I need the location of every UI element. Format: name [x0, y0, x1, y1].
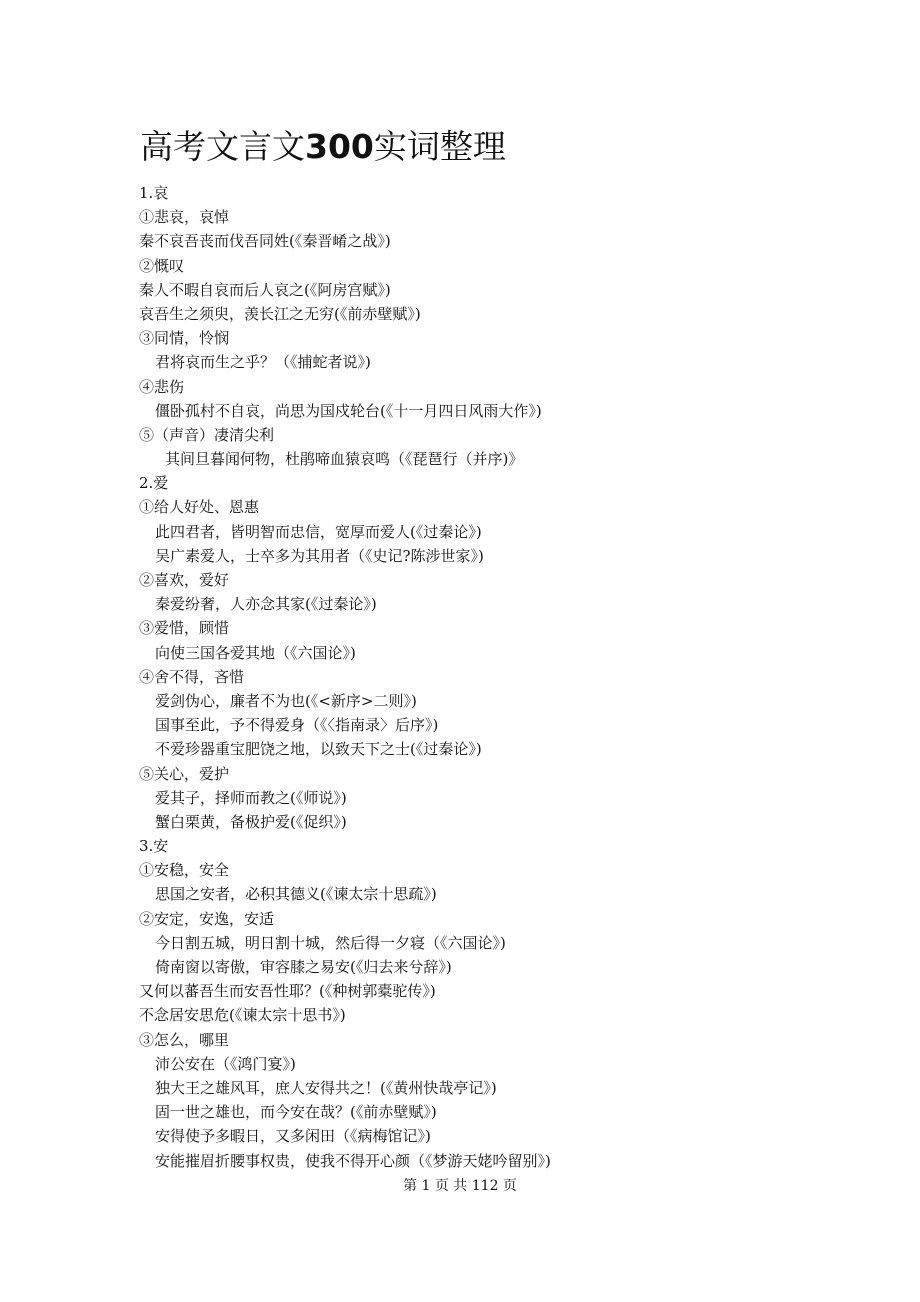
title-text-post: 实词整理 [373, 127, 506, 166]
text-line: 蟹白栗黄，备极护爱(《促织》) [155, 812, 347, 831]
text-line: ④舍不得，吝惜 [139, 667, 245, 686]
text-line: ⑤关心，爱护 [139, 764, 230, 783]
text-line: 爱其子，择师而教之(《师说》) [155, 788, 347, 807]
text-line: ③同情，怜悯 [139, 329, 230, 348]
text-line: ⑤（声音）凄清尖利 [139, 425, 275, 444]
text-line: ②安定，安逸，安适 [139, 909, 275, 928]
text-line: 其间旦暮闻何物，杜鹃啼血猿哀鸣（《琵琶行（并序)》 [165, 450, 524, 469]
text-line: 今日割五城，明日割十城，然后得一夕寝（《六国论》) [155, 933, 506, 952]
text-line: ①安稳，安全 [139, 861, 230, 880]
text-line: ④悲伤 [139, 377, 185, 396]
text-line: 秦人不暇自哀而后人哀之(《阿房宫赋》) [139, 280, 391, 299]
text-line: 不念居安思危(《谏太宗十思书》) [139, 1006, 346, 1025]
text-line: 僵卧孤村不自哀，尚思为国戍轮台(《十一月四日风雨大作》) [155, 401, 542, 420]
text-line: 安得使予多暇日，又多闲田（《病梅馆记》) [155, 1127, 431, 1146]
text-line: 固一世之雄也，而今安在哉？(《前赤壁赋》) [155, 1103, 437, 1122]
text-line: ②喜欢，爱好 [139, 571, 230, 589]
text-line: 不爱珍器重宝肥饶之地，以致天下之士(《过秦论》) [155, 740, 482, 759]
text-line: 此四君者，皆明智而忠信，宽厚而爱人(《过秦论》) [155, 522, 482, 541]
text-line: 安能摧眉折腰事权贵，使我不得开心颜（《梦游天姥吟留别》) [155, 1151, 551, 1170]
text-line: ①悲哀，哀悼 [139, 208, 230, 227]
page-title [140, 126, 506, 168]
text-line: 爱剑伪心，廉者不为也(《<新序>二则》) [155, 691, 417, 710]
page-footer: 第 1 页 共 112 页 [403, 1178, 517, 1194]
text-line: ③怎么，哪里 [139, 1030, 230, 1049]
text-line: 3.安 [139, 837, 169, 856]
text-line: 向使三国各爱其地（《六国论》) [155, 643, 356, 662]
document-body [139, 181, 799, 1173]
text-line: 国事至此，予不得爱身（《〈指南录〉后序》) [155, 716, 439, 735]
text-line: 倚南窗以寄傲，审容膝之易安(《归去来兮辞》) [155, 958, 452, 976]
text-line: ②慨叹 [139, 256, 185, 275]
text-line: 秦不哀吾丧而伐吾同姓(《秦晋崤之战》) [139, 232, 391, 251]
text-line: 吴广素爱人，士卒多为其用者（《史记?陈涉世家》) [155, 546, 484, 565]
text-line: 哀吾生之须臾，羡长江之无穷(《前赤壁赋》) [139, 304, 421, 323]
text-line: 独大王之雄风耳，庶人安得共之！(《黄州快哉亭记》) [155, 1078, 497, 1097]
text-line: ③爱惜，顾惜 [139, 619, 230, 638]
text-line: 2.爱 [139, 474, 169, 493]
text-line: 1.哀 [139, 184, 169, 202]
text-line: 思国之安者，必积其德义(《谏太宗十思疏》) [155, 885, 437, 904]
text-line: 秦爱纷奢，人亦念其家(《过秦论》) [155, 595, 377, 614]
text-line: 沛公安在（《鸿门宴》) [155, 1054, 296, 1073]
text-line: ①给人好处、恩惠 [139, 498, 260, 517]
text-line: 又何以蕃吾生而安吾性耶？(《种树郭橐驼传》) [139, 982, 436, 1001]
title-text-pre: 高考文言文 [140, 127, 305, 166]
title-number: 300 [305, 127, 374, 166]
text-line: 君将哀而生之乎？（《捕蛇者说》) [155, 353, 371, 372]
